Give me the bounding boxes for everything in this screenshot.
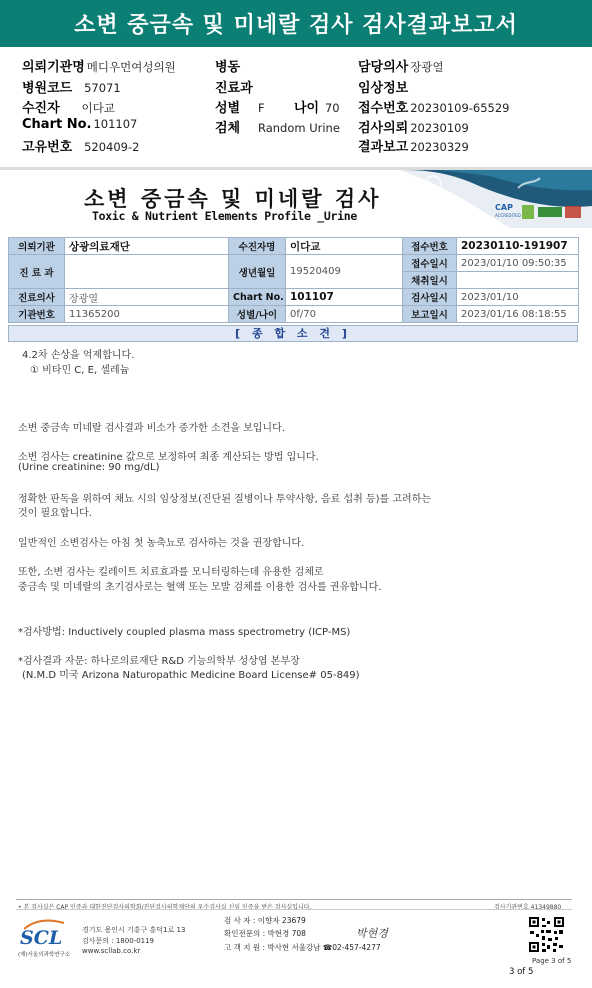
scl-logo: SCL: [20, 927, 63, 949]
table-row: 진 료 과 생년월일 19520409 접수일시 2023/01/10 09:50:35: [9, 255, 579, 272]
lab-code: 검사기관번호 41349880: [494, 904, 562, 911]
summary-line: 또한, 소변 검사는 킬레이트 치료효과를 모니터링하는데 유용한 검체로: [18, 567, 324, 578]
lab-address: 경기도 용인시 기흥구 흥덕1로 13: [82, 926, 186, 934]
accreditation-logos: [495, 203, 590, 223]
cap-logo: CAP: [495, 203, 513, 212]
seal-icon: [565, 206, 581, 218]
sex-field: 성별 F: [215, 101, 265, 116]
cap-logo-sub: ACCREDITED: [495, 213, 521, 218]
examiner: 검 사 자 : 이향자 23679: [224, 916, 306, 925]
summary-line: 일반적인 소변검사는 아침 첫 농축뇨로 검사하는 것을 권장합니다.: [18, 538, 305, 549]
summary-line: 소변 중금속 미네랄 검사결과 비소가 증가한 소견을 보입니다.: [18, 423, 285, 434]
summary-line: 정확한 판독을 위하여 채뇨 시의 임상정보(진단된 질병이나 투약사항, 음료 섭취 등)를 고려하는: [18, 494, 432, 505]
report-banner-title: 소변 중금속 및 미네랄 검사 검사결과보고서: [0, 0, 592, 50]
unique-no-field: 고유번호 520409-2: [22, 140, 140, 155]
doctor-signature: 박현경: [356, 927, 388, 940]
summary-line: ① 비타민 C, E, 셀레늄: [30, 365, 130, 376]
qr-code-icon: [528, 916, 565, 953]
chart-no-field: Chart No. 101107: [22, 117, 138, 132]
clinical-field: 임상정보: [358, 81, 409, 96]
patient-info-table: [8, 237, 579, 323]
summary-line: 중금속 및 미네랄의 초기검사로는 혈액 또는 모발 검체를 이용한 검사를 권유합니다.: [18, 582, 382, 593]
lab-website: www.scllab.co.kr: [82, 947, 141, 955]
certification-badge-icon: [538, 207, 562, 217]
footer-divider: [16, 899, 572, 900]
page-indicator: 3 of 5: [509, 967, 534, 977]
institution-field: 의뢰기관명 메디우먼여성의원: [22, 60, 176, 75]
table-row: 기관번호 11365200 성별/나이 0f/70 보고일시 2023/01/16 08:18:55: [9, 306, 579, 323]
doctor-field: 담당의사 장광열: [358, 60, 444, 75]
patient-field: 수진자 이다교: [22, 101, 115, 116]
confirming-doctor: 확인전문의 : 박현경 708: [224, 929, 306, 938]
scl-org-name: (재)서울의과학연구소: [18, 952, 71, 958]
advisor-line: *검사결과 자문: 하나로의료재단 R&D 기능의학부 성상엽 본부장: [18, 656, 300, 667]
report-title: 소변 중금속 및 미네랄 검사: [84, 187, 382, 211]
department-field: 진료과: [215, 81, 253, 96]
receipt-field: 접수번호 20230109-65529: [358, 101, 510, 116]
table-row: 의뢰기관 상광의료재단 수진자명 이다교 접수번호 20230110-191907: [9, 238, 579, 255]
summary-line: (Urine creatinine: 90 mg/dL): [18, 462, 160, 473]
method-line: *검사방법: Inductively coupled plasma mass spectrometry (ICP-MS): [18, 627, 351, 638]
accreditation-badge-icon: [522, 205, 534, 219]
hospital-code-field: 병원코드 57071: [22, 81, 121, 96]
summary-line: 4.2차 손상을 억제합니다.: [22, 350, 135, 361]
customer-support: 고 객 지 원 : 박사현 서울강남 ☎02-457-4277: [224, 943, 381, 952]
footer-inner-divider: [16, 909, 572, 910]
age-field: 나이 70: [294, 101, 340, 116]
lab-contact: 검사문의 : 1800-0119: [82, 937, 155, 945]
page-indicator-small: Page 3 of 5: [532, 957, 572, 965]
summary-line: 소변 검사는 creatinine 값으로 보정하여 최종 계산되는 방법 입니다.: [18, 452, 319, 463]
license-line: (N.M.D 미국 Arizona Naturopathic Medicine Board License# 05-849): [22, 670, 360, 681]
result-date-field: 결과보고 20230329: [358, 140, 469, 155]
accreditation-notice: • 본 검사실은 CAP 인증과 대한진단검사의학회/진단검사의학재단의 우수검사실 신임 인증을 받은 검사실입니다.: [18, 904, 312, 911]
request-field: 검사의뢰 20230109: [358, 121, 469, 136]
specimen-field: 검체 Random Urine: [215, 121, 340, 136]
summary-line: 것이 필요합니다.: [18, 508, 92, 519]
report-page: [0, 167, 592, 977]
table-row: 진료의사 장광열 Chart No. 101107 검사일시 2023/01/10: [9, 289, 579, 306]
table-row: 채취일시: [9, 272, 579, 289]
ward-field: 병동: [215, 60, 241, 75]
report-subtitle: Toxic & Nutrient Elements Profile _Urine: [92, 209, 357, 223]
header-info: [0, 54, 592, 154]
summary-section-title: [ 종 합 소 견 ]: [8, 325, 578, 342]
